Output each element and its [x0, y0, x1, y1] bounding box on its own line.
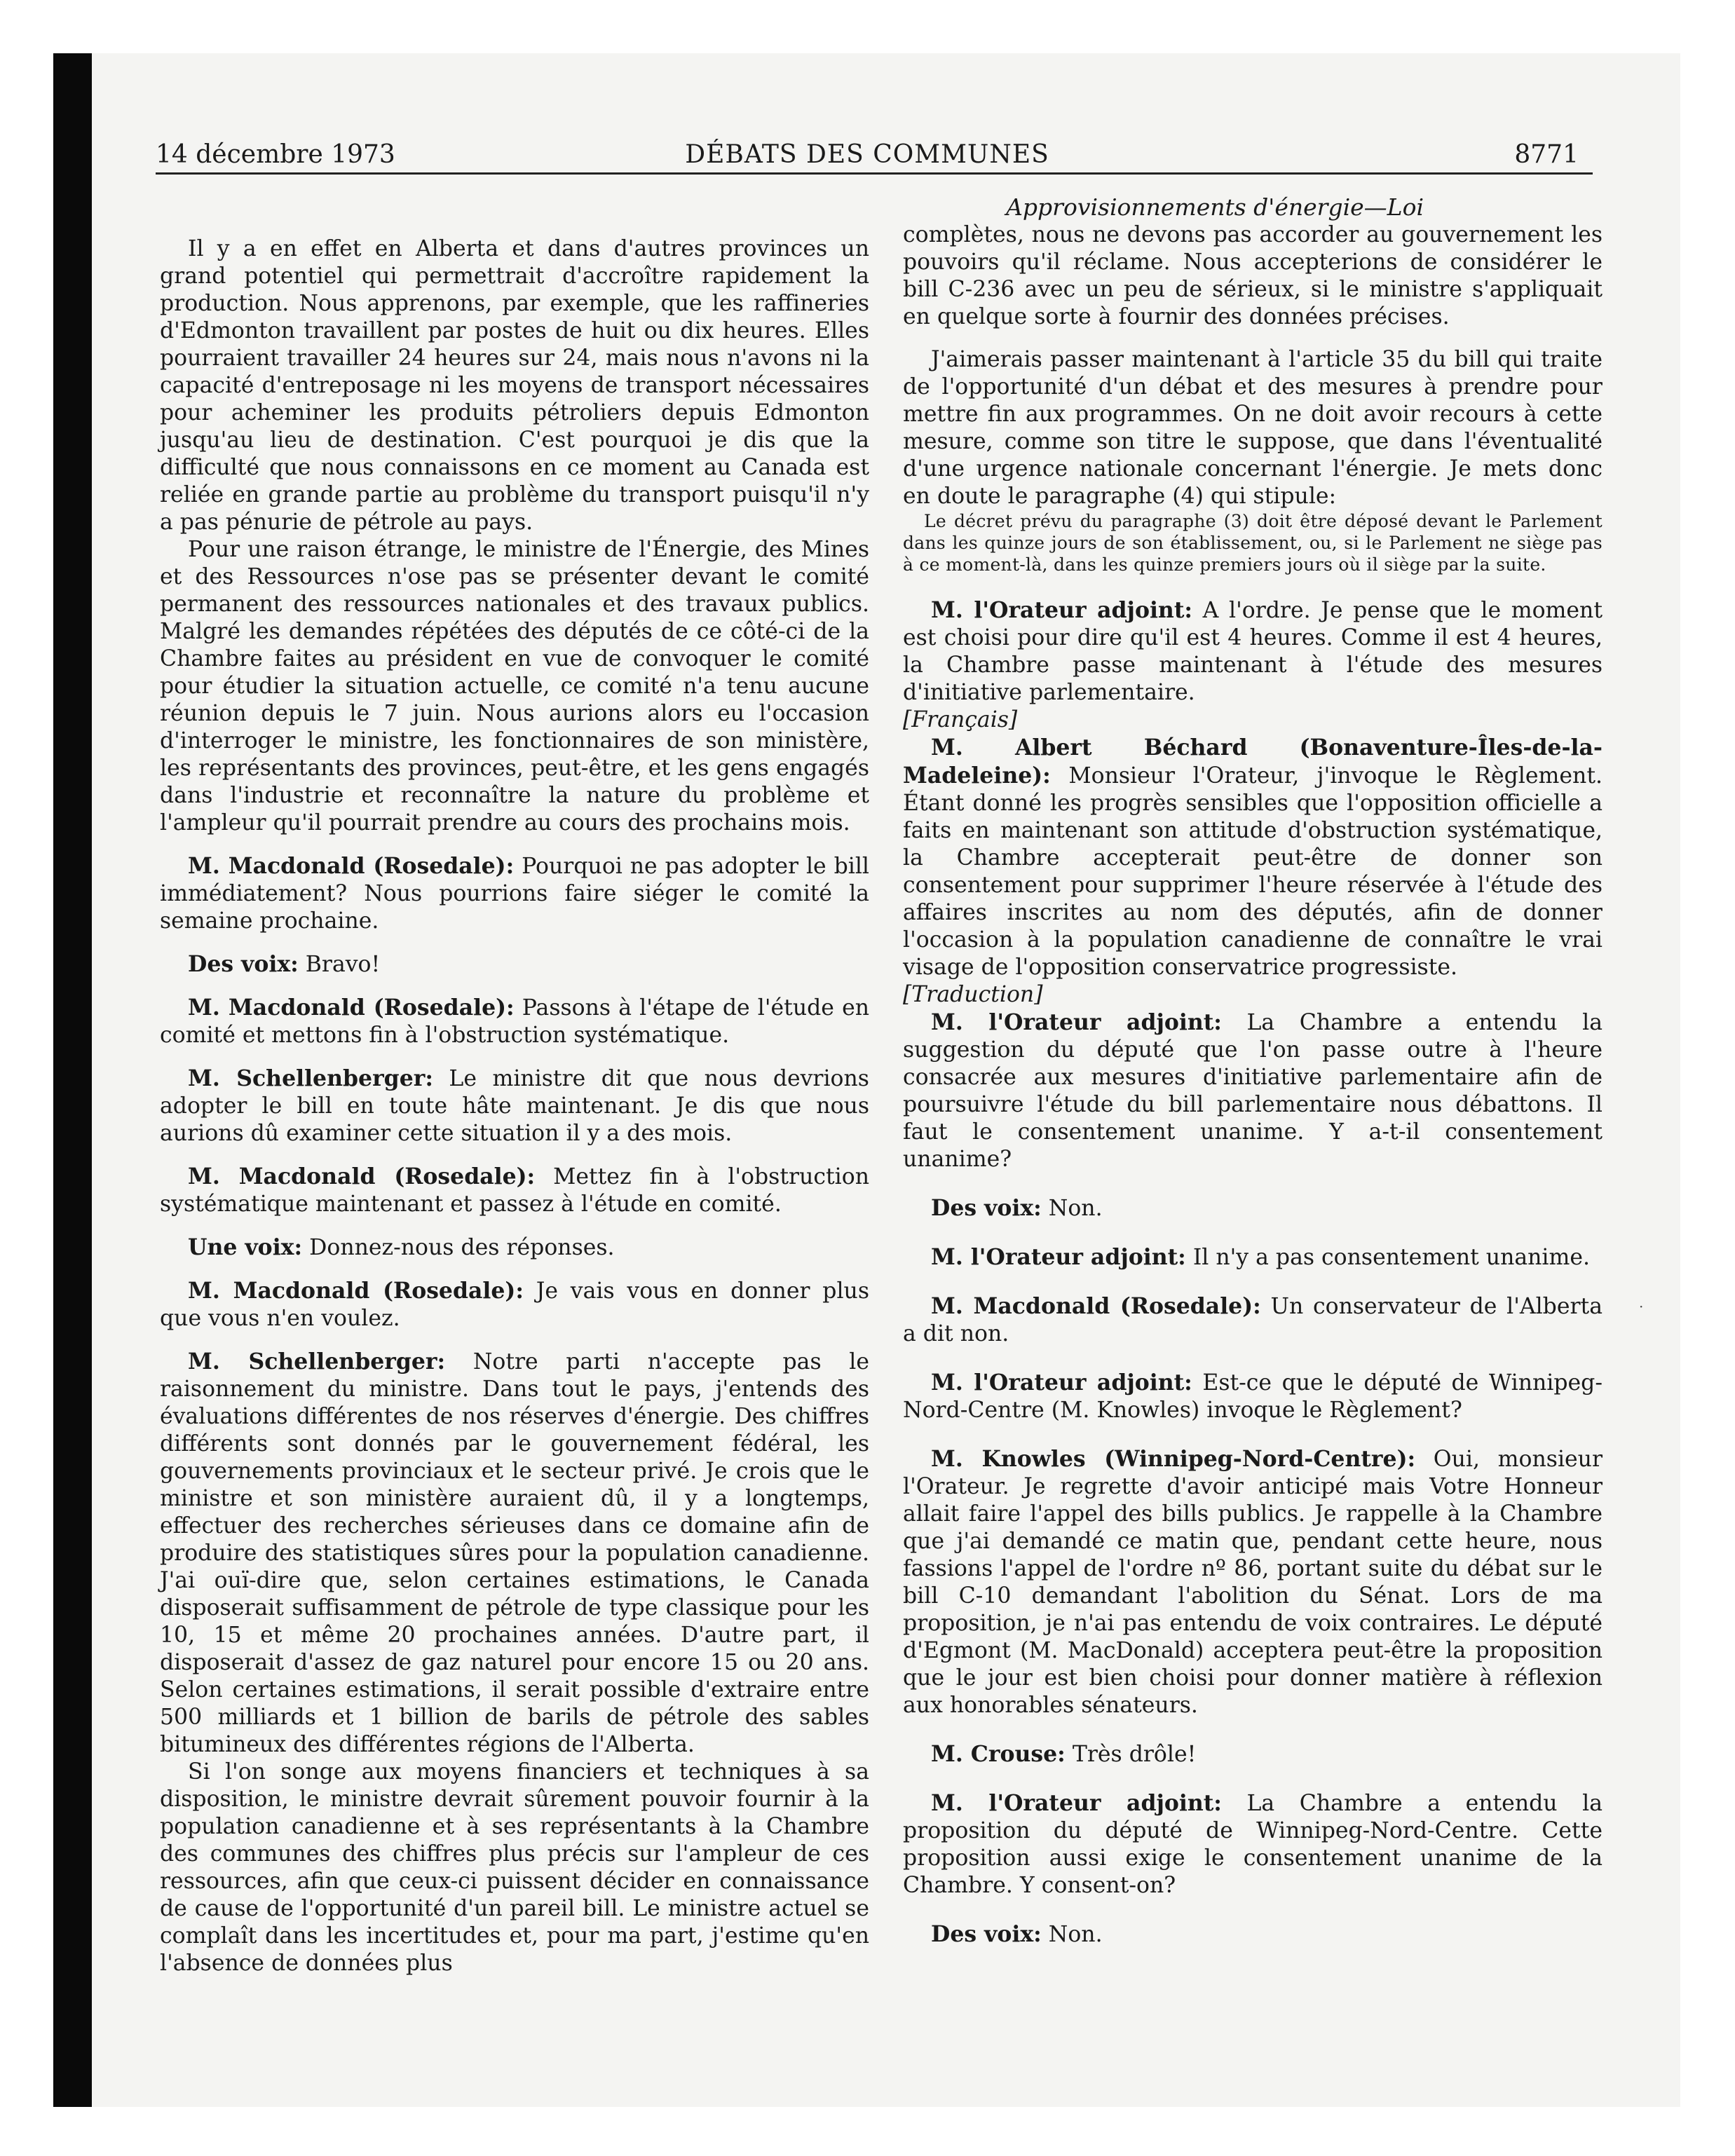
language-marker: [Traduction] [903, 982, 1043, 1007]
paragraph: Pour une raison étrange, le ministre de l'Énergie, des Mines et des Ressources n'ose pas se présenter devant le comité permanent des ressources nationales et des travaux publics. Malgré les demandes répétées des députés de ce côté-ci de la Chambre faites au président en vue de convoquer le comité pour étudier la situation actuelle, ce comité n'a tenu aucune réunion depuis le 7 juin. Nous aurions alors eu l'occasion d'interroger le ministre, les fonctionnaires de son ministère, les représentants des provinces, peut-être, et les gens engagés dans l'industrie et reconnaître la nature du problème et l'ampleur qu'il pourrait prendre au cours des prochains mois. [160, 537, 869, 835]
paragraph: J'aimerais passer maintenant à l'article 35 du bill qui traite de l'opportunité d'un débat et des mesures à prendre pour mettre fin aux programmes. On ne doit avoir recours à cette mesure, comme son titre le suppose, que dans l'éventualité d'une urgence nationale concernant l'énergie. Je mets donc en doute le paragraphe (4) qui stipule: [903, 347, 1603, 509]
speech: M. Crouse: Très drôle! [931, 1741, 1197, 1767]
speaker-name: M. Crouse: [931, 1741, 1066, 1767]
subject-heading: Approvisionnements d'énergie—Loi [1006, 193, 1424, 221]
speech: Une voix: Donnez-nous des réponses. [188, 1234, 615, 1260]
speaker-name: M. l'Orateur adjoint: [931, 597, 1193, 623]
speaker-name: M. Macdonald (Rosedale): [188, 1278, 524, 1304]
speech: M. Knowles (Winnipeg-Nord-Centre): Oui, monsieur l'Orateur. Je regrette d'avoir anticipé mais Votre Honneur allait faire l'appel des bills publics. Je rappelle à la Chambre que j'ai demandé ce matin que, pendant cette heure, nous fassions l'appel de l'ordre nº 86, portant suite du débat sur le bill C-10 demandant l'abolition du Sénat. Lors de ma proposition, je n'ai pas entendu de voix contraires. Le député d'Egmont (M. MacDonald) acceptera peut-être la proposition que le jour est bien choisi pour donner matière à réflexion aux honorables sénateurs. [903, 1446, 1603, 1718]
speech: M. l'Orateur adjoint: La Chambre a entendu la suggestion du député que l'on passe outre à l'heure consacrée aux mesures d'initiative parlementaire afin de poursuivre l'étude du bill parlementaire nous débattons. Il faut le consentement unanime. Y a-t-il consentement unanime? [903, 1009, 1603, 1172]
language-marker: [Français] [903, 707, 1018, 732]
speech: M. Macdonald (Rosedale): Pourquoi ne pas adopter le bill immédiatement? Nous pourrions faire siéger le comité la semaine prochaine. [160, 853, 869, 934]
scan-speck: · [1639, 1298, 1644, 1315]
speech: M. Macdonald (Rosedale): Mettez fin à l'obstruction systématique maintenant et passez à l'étude en comité. [160, 1164, 869, 1217]
speech: M. l'Orateur adjoint: Il n'y a pas consentement unanime. [931, 1244, 1591, 1270]
speech: M. l'Orateur adjoint: Est-ce que le député de Winnipeg-Nord-Centre (M. Knowles) invoque le Règlement? [903, 1370, 1603, 1423]
speech: M. Albert Béchard (Bonaventure-Îles-de-la-Madeleine): Monsieur l'Orateur, j'invoque le Règlement. Étant donné les progrès sensibles que l'opposition officielle a faits en maintenant son attitude d'obstruction systématique, la Chambre accepterait peut-être de donner son consentement pour supprimer l'heure réservée à l'étude des affaires inscrites au nom des députés, afin de donner l'occasion à la population canadienne de connaître le vrai visage de l'opposition conservatrice progressiste. [903, 735, 1603, 980]
speaker-name: M. l'Orateur adjoint: [931, 1790, 1222, 1816]
speech: M. Macdonald (Rosedale): Je vais vous en donner plus que vous n'en voulez. [160, 1278, 869, 1331]
running-head [156, 139, 1579, 171]
header-title: DÉBATS DES COMMUNES [685, 140, 1049, 169]
paragraph: complètes, nous ne devons pas accorder au gouvernement les pouvoirs qu'il réclame. Nous accepterions de considérer le bill C-236 avec un peu de sérieux, si le ministre s'appliquait en quelque sorte à fournir des données précises. [903, 222, 1603, 329]
scan-dark-edge [53, 53, 92, 2107]
header-rule [156, 172, 1593, 175]
speech: M. Macdonald (Rosedale): Un conservateur de l'Alberta a dit non. [903, 1293, 1603, 1346]
speech: M. Macdonald (Rosedale): Passons à l'étape de l'étude en comité et mettons fin à l'obstruction systématique. [160, 995, 869, 1048]
speaker-name: M. Albert Béchard (Bonaventure-Îles-de-la-Madeleine): [903, 735, 1603, 789]
speaker-name: M. Macdonald (Rosedale): [188, 995, 515, 1021]
header-date: 14 décembre 1973 [156, 140, 395, 169]
speech: Des voix: Bravo! [188, 951, 381, 977]
speaker-name: M. Knowles (Winnipeg-Nord-Centre): [931, 1446, 1416, 1472]
speaker-name: M. Macdonald (Rosedale): [188, 1164, 536, 1189]
speaker-name: Des voix: [188, 951, 299, 977]
speaker-name: M. l'Orateur adjoint: [931, 1370, 1192, 1396]
speaker-name: M. Macdonald (Rosedale): [931, 1293, 1261, 1319]
speech: Des voix: Non. [931, 1921, 1103, 1947]
speech: M. l'Orateur adjoint: A l'ordre. Je pense que le moment est choisi pour dire qu'il est 4 heures. Comme il est 4 heures, la Chambre passe maintenant à l'étude des mesures d'initiative parlementaire. [903, 597, 1603, 705]
speech: M. l'Orateur adjoint: La Chambre a entendu la proposition du député de Winnipeg-Nord-Centre. Cette proposition aussi exige le consentement unanime de la Chambre. Y consent-on? [903, 1790, 1603, 1898]
paragraph: Il y a en effet en Alberta et dans d'autres provinces un grand potentiel qui permettrait d'accroître rapidement la production. Nous apprenons, par exemple, que les raffineries d'Edmonton travaillent par postes de huit ou dix heures. Elles pourraient travailler 24 heures sur 24, mais nous n'avons ni la capacité d'entreposage ni les moyens de transport nécessaires pour acheminer les produits pétroliers depuis Edmonton jusqu'au lieu de destination. C'est pourquoi je dis que la difficulté que nous connaissons en ce moment au Canada est reliée en grande partie au problème du transport puisqu'il n'y a pas pénurie de pétrole au pays. [160, 236, 869, 535]
speaker-name: Une voix: [188, 1234, 303, 1260]
speaker-name: M. Schellenberger: [188, 1349, 446, 1374]
speaker-name: M. Schellenberger: [188, 1065, 433, 1091]
paragraph: Si l'on songe aux moyens financiers et techniques à sa disposition, le ministre devrait sûrement pouvoir fournir à la population canadienne et à ses représentants à la Chambre des communes des chiffres plus précis sur l'ampleur de ces ressources, afin que ceux-ci puissent décider en connaissance de cause de l'opportunité d'un pareil bill. Le ministre actuel se complaît dans les incertitudes et, pour ma part, j'estime qu'en l'absence de données plus [160, 1759, 869, 1976]
speaker-name: M. Macdonald (Rosedale): [188, 853, 515, 879]
page-number: 8771 [1514, 140, 1579, 169]
speech: Des voix: Non. [931, 1195, 1103, 1221]
speaker-name: Des voix: [931, 1921, 1042, 1947]
speaker-name: M. l'Orateur adjoint: [931, 1244, 1186, 1270]
speaker-name: Des voix: [931, 1195, 1042, 1221]
left-column [160, 193, 869, 1977]
speaker-name: M. l'Orateur adjoint: [931, 1009, 1222, 1035]
right-column [903, 193, 1603, 1949]
block-quote: Le décret prévu du paragraphe (3) doit être déposé devant le Parlement dans les quinze jours de son établissement, ou, si le Parlement ne siège pas à ce moment-là, dans les quinze premiers jours où il siège par la suite. [903, 511, 1603, 575]
speech: M. Schellenberger: Le ministre dit que nous devrions adopter le bill en toute hâte maintenant. Je dis que nous aurions dû examiner cette situation il y a des mois. [160, 1065, 869, 1146]
speech: M. Schellenberger: Notre parti n'accepte pas le raisonnement du ministre. Dans tout le pays, j'entends des évaluations différentes de nos réserves d'énergie. Des chiffres différents sont donnés par le gouvernement fédéral, les gouvernements provinciaux et le secteur privé. Je crois que le ministre et son ministère auraient dû, il y a longtemps, effectuer des recherches sérieuses dans ce domaine afin de produire des statistiques sûres pour la population canadienne. J'ai ouï-dire que, selon certaines estimations, le Canada disposerait suffisamment de pétrole de type classique pour les 10, 15 et même 20 prochaines années. D'autre part, il disposerait d'assez de gaz naturel pour encore 15 ou 20 ans. Selon certaines estimations, il serait possible d'extraire entre 500 milliards et 1 billion de barils de pétrole des sables bitumineux des différentes régions de l'Alberta. [160, 1349, 869, 1757]
